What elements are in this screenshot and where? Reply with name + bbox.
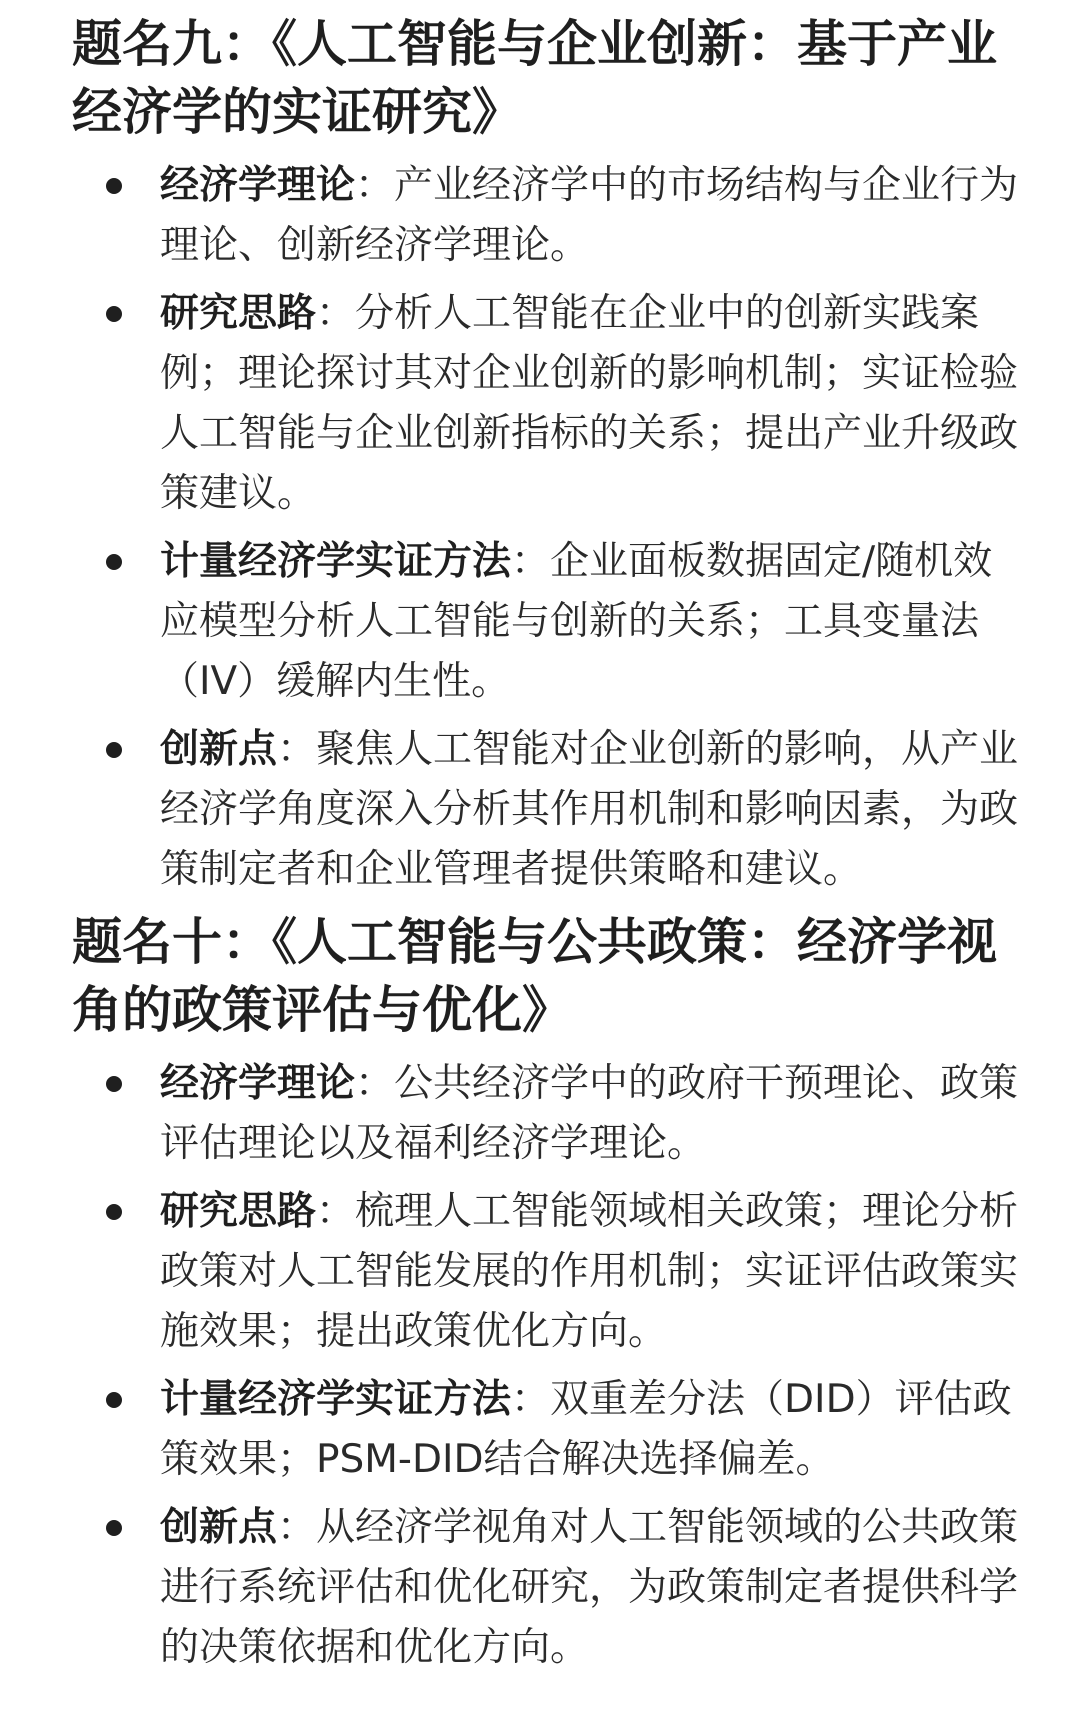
item-separator: ： [277,1505,317,1550]
item-label: 创新点 [160,727,278,772]
item-text: 分析人工智能在企业中的创新实践案例；理论探讨其对企业创新的影响机制；实证检验人工智能与企业创新指标的关系；提出产业升级政策建议。 [160,291,1019,516]
bullet-list [0,156,1080,900]
list-item-economic-theory [0,156,1080,276]
item-label: 计量经济学实证方法 [160,539,512,584]
bullet-dot-icon [106,1204,122,1220]
item-text: 梳理人工智能领域相关政策；理论分析政策对人工智能发展的作用机制；实证评估政策实施效果；提出政策优化方向。 [160,1189,1019,1354]
section-topic-10 [0,908,1080,1678]
item-separator: ： [316,291,356,336]
item-separator: ： [511,539,551,584]
bullet-list [0,1054,1080,1678]
item-text: 双重差分法（DID）评估政策效果；PSM-DID结合解决选择偏差。 [160,1377,1012,1482]
item-text: 公共经济学中的政府干预理论、政策评估理论以及福利经济学理论。 [160,1061,1019,1166]
bullet-dot-icon [106,742,122,758]
list-item-innovation [0,1498,1080,1678]
item-separator: ： [277,727,317,772]
item-label: 计量经济学实证方法 [160,1377,512,1422]
item-label: 经济学理论 [160,1061,356,1106]
item-separator: ： [355,163,395,208]
bullet-dot-icon [106,1520,122,1536]
item-text: 从经济学视角对人工智能领域的公共政策进行系统评估和优化研究，为政策制定者提供科学的决策依据和优化方向。 [160,1505,1019,1670]
list-item-innovation [0,720,1080,900]
item-label: 创新点 [160,1505,278,1550]
item-label: 研究思路 [160,1189,317,1234]
list-item-research-approach [0,1182,1080,1362]
item-separator: ： [511,1377,551,1422]
item-label: 经济学理论 [160,163,356,208]
item-text: 聚焦人工智能对企业创新的影响，从产业经济学角度深入分析其作用机制和影响因素，为政策制定者和企业管理者提供策略和建议。 [160,727,1019,892]
list-item-economic-theory [0,1054,1080,1174]
item-label: 研究思路 [160,291,317,336]
bullet-dot-icon [106,306,122,322]
section-title: 题名十：《人工智能与公共政策：经济学视角的政策评估与优化》 [72,913,997,1039]
item-separator: ： [316,1189,356,1234]
item-text: 产业经济学中的市场结构与企业行为理论、创新经济学理论。 [160,163,1019,268]
section-topic-9 [0,10,1080,900]
bullet-dot-icon [106,1076,122,1092]
list-item-econometric-method [0,532,1080,712]
section-title: 题名九：《人工智能与企业创新：基于产业经济学的实证研究》 [72,15,997,141]
list-item-econometric-method [0,1370,1080,1490]
bullet-dot-icon [106,554,122,570]
list-item-research-approach [0,284,1080,524]
bullet-dot-icon [106,178,122,194]
bullet-dot-icon [106,1392,122,1408]
item-separator: ： [355,1061,395,1106]
item-text: 企业面板数据固定/随机效应模型分析人工智能与创新的关系；工具变量法（IV）缓解内生性。 [160,539,993,704]
